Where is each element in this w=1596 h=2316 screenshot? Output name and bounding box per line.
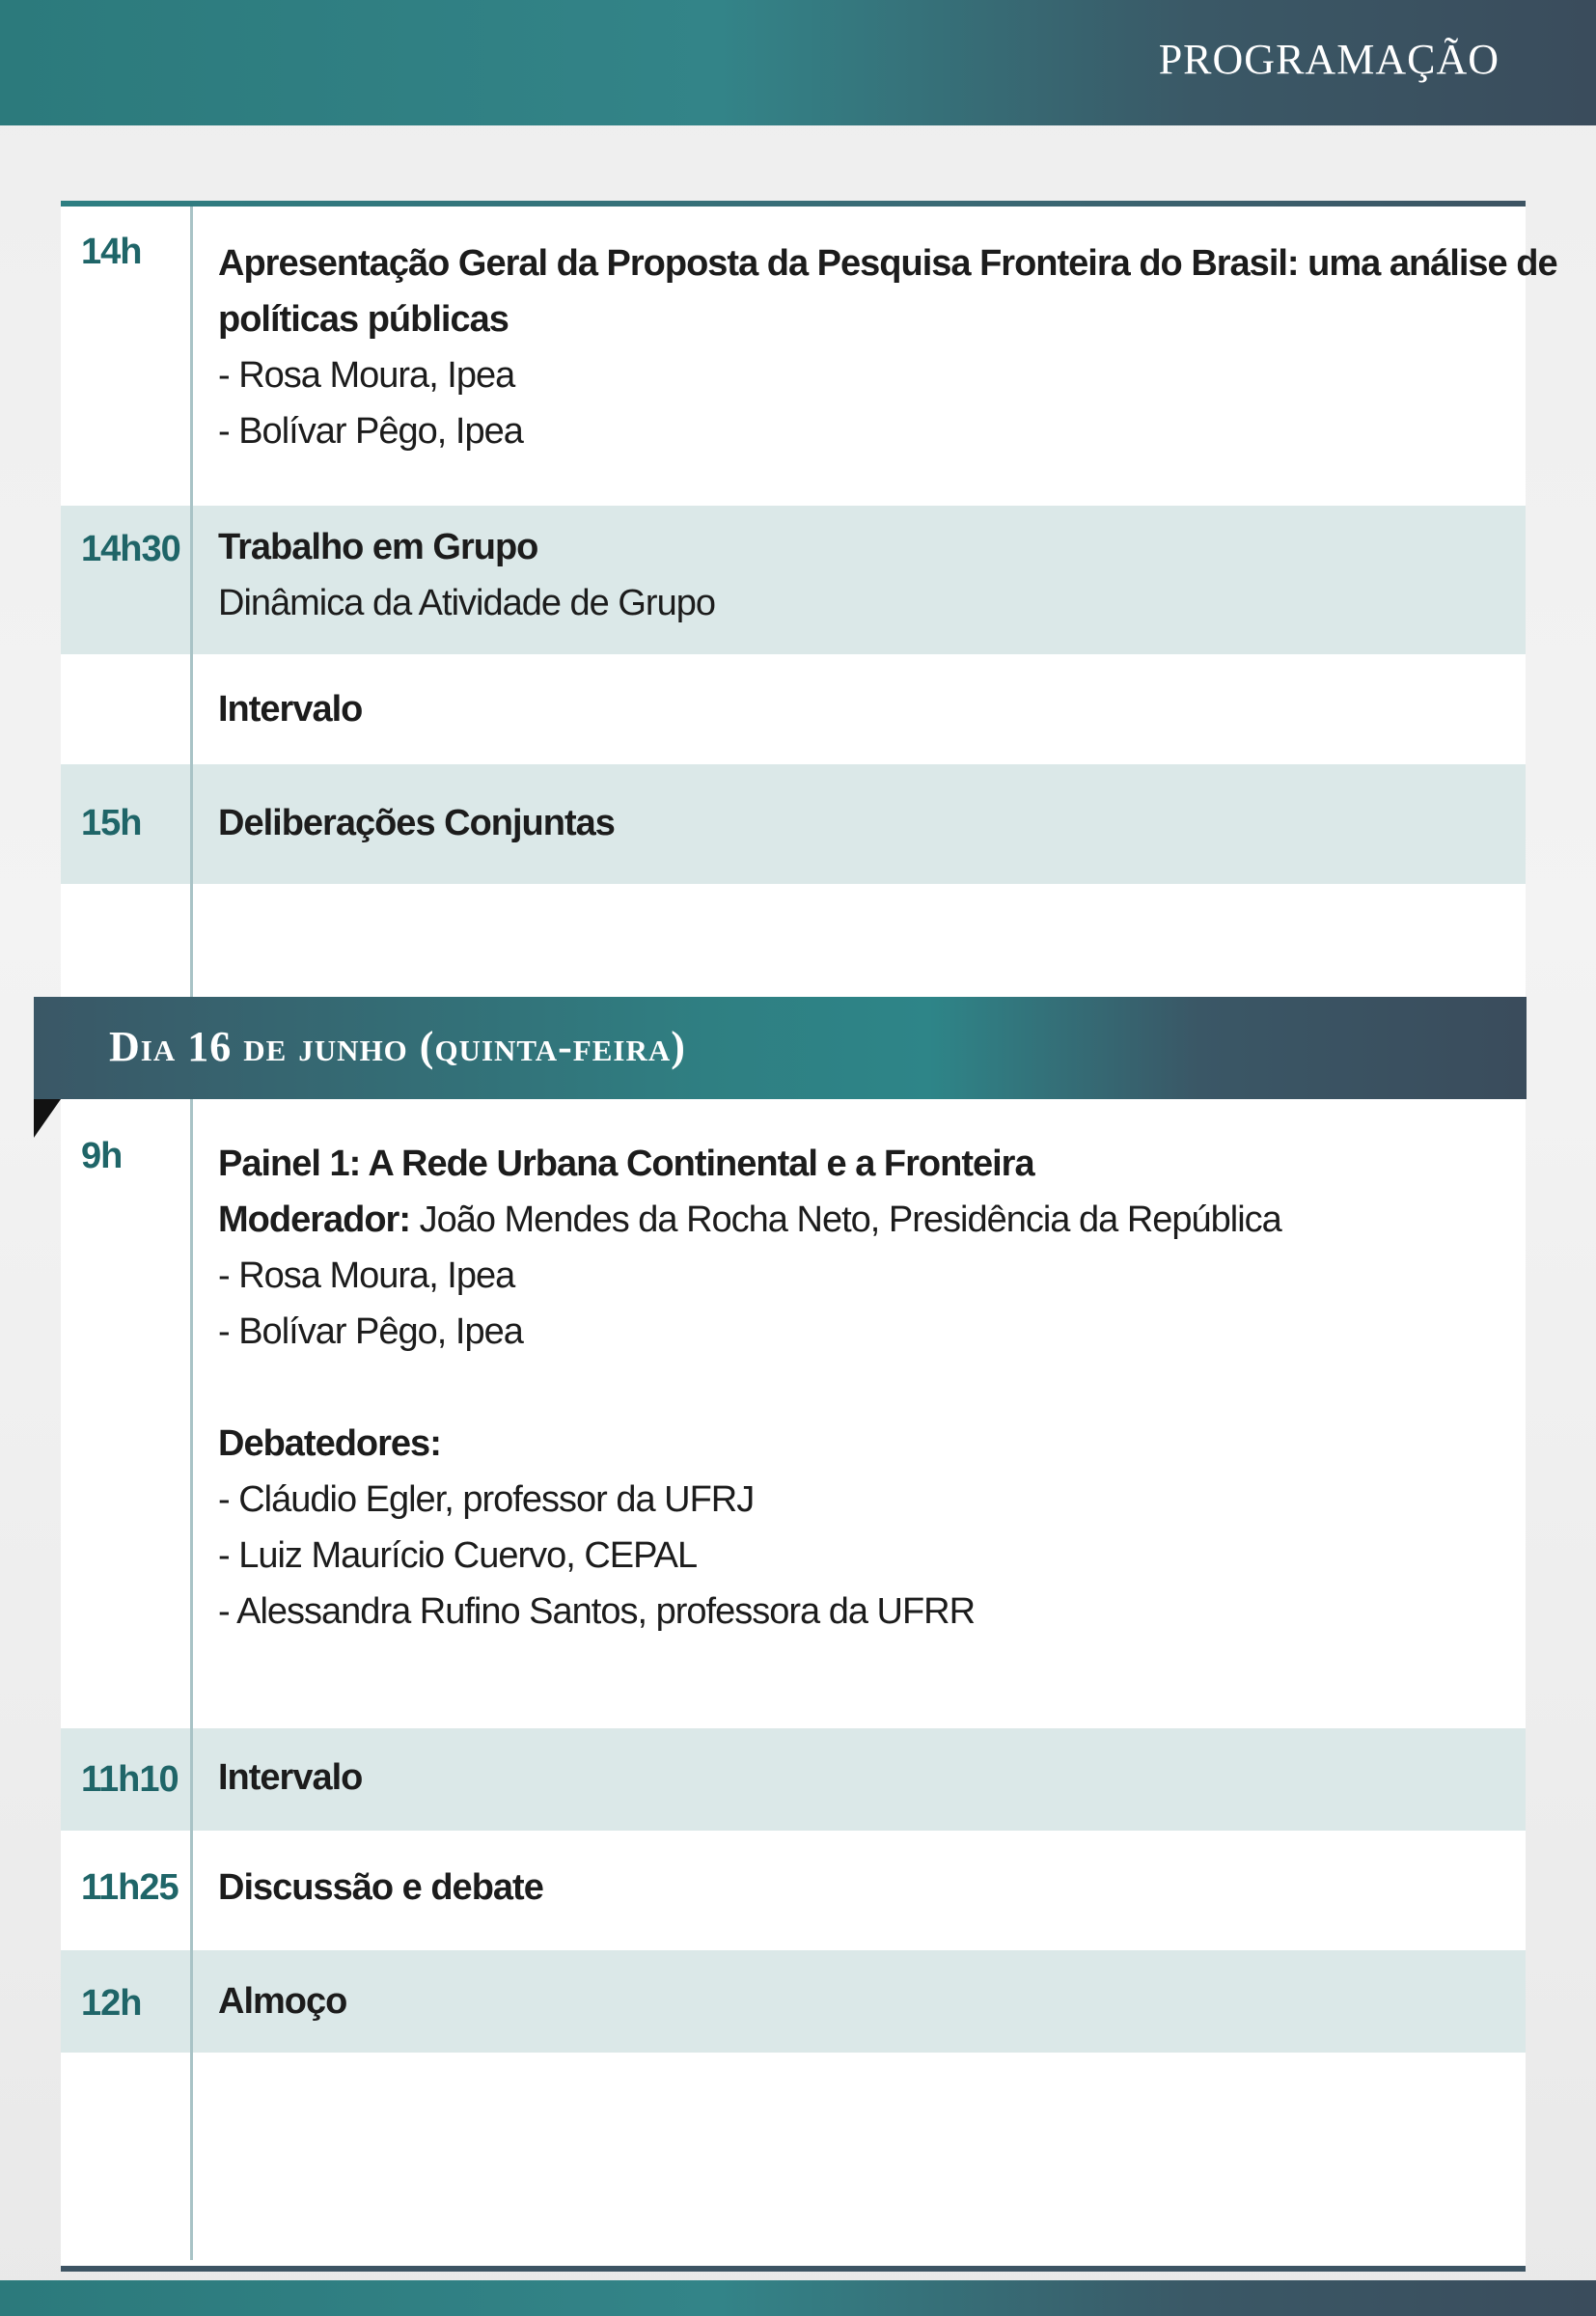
spacer bbox=[218, 1360, 1506, 1416]
schedule-time: 11h10 bbox=[81, 1759, 179, 1800]
schedule-time: 11h25 bbox=[81, 1867, 179, 1908]
debaters-label: Debatedores: bbox=[218, 1423, 441, 1464]
schedule-row bbox=[61, 1099, 1526, 1728]
schedule-time: 15h bbox=[81, 803, 142, 843]
schedule-row bbox=[61, 207, 1557, 506]
schedule-content bbox=[218, 1973, 1506, 2029]
schedule-content bbox=[218, 795, 1506, 851]
session-title: Intervalo bbox=[218, 1757, 363, 1798]
footer-bar bbox=[0, 2280, 1596, 2316]
speaker: - Rosa Moura, Ipea bbox=[218, 355, 515, 396]
schedule-time: 14h bbox=[81, 232, 142, 272]
schedule-row bbox=[61, 1728, 1526, 1831]
debater: - Alessandra Rufino Santos, professora da UFRR bbox=[218, 1591, 976, 1632]
session-title: Apresentação Geral da Proposta da Pesquisa Fronteira do Brasil: uma análise de bbox=[218, 243, 1557, 284]
session-title: Almoço bbox=[218, 1981, 347, 2022]
schedule-time: 9h bbox=[81, 1136, 123, 1176]
schedule-row bbox=[61, 506, 1526, 654]
banner-fold bbox=[34, 1099, 61, 1138]
debater: - Luiz Maurício Cuervo, CEPAL bbox=[218, 1535, 698, 1576]
schedule-row bbox=[61, 764, 1526, 884]
speaker: - Rosa Moura, Ipea bbox=[218, 1255, 515, 1296]
schedule-time: 12h bbox=[81, 1983, 142, 2024]
session-title: Deliberações Conjuntas bbox=[218, 803, 615, 843]
moderator-label: Moderador: bbox=[218, 1199, 410, 1240]
day-title: Dia 16 de junho (quinta-feira) bbox=[109, 1023, 686, 1070]
session-title: políticas públicas bbox=[218, 299, 509, 340]
schedule-content bbox=[218, 1136, 1506, 1640]
session-title: Trabalho em Grupo bbox=[218, 527, 538, 567]
session-description: Dinâmica da Atividade de Grupo bbox=[218, 583, 715, 623]
schedule-content bbox=[218, 519, 1506, 631]
schedule-row bbox=[61, 1831, 1526, 1950]
session-title: Painel 1: A Rede Urbana Continental e a Fronteira bbox=[218, 1144, 1034, 1184]
timeline-divider bbox=[190, 207, 193, 2260]
header-bar bbox=[0, 0, 1596, 125]
schedule-content bbox=[218, 235, 1557, 459]
moderator-line bbox=[218, 1192, 1506, 1248]
session-title: Intervalo bbox=[218, 689, 363, 730]
schedule-row bbox=[61, 1950, 1526, 2053]
schedule-content bbox=[218, 1860, 1506, 1916]
speaker: - Bolívar Pêgo, Ipea bbox=[218, 1311, 523, 1352]
debater: - Cláudio Egler, professor da UFRJ bbox=[218, 1479, 755, 1520]
schedule-content bbox=[218, 681, 1506, 737]
page-title: PROGRAMAÇÃO bbox=[1158, 36, 1500, 83]
schedule-time: 14h30 bbox=[81, 529, 180, 569]
session-title: Discussão e debate bbox=[218, 1867, 543, 1908]
schedule-content bbox=[218, 1750, 1506, 1806]
moderator-name: João Mendes da Rocha Neto, Presidência da República bbox=[419, 1199, 1281, 1240]
day-banner bbox=[34, 997, 1527, 1099]
schedule-row bbox=[61, 654, 1526, 764]
speaker: - Bolívar Pêgo, Ipea bbox=[218, 411, 523, 452]
